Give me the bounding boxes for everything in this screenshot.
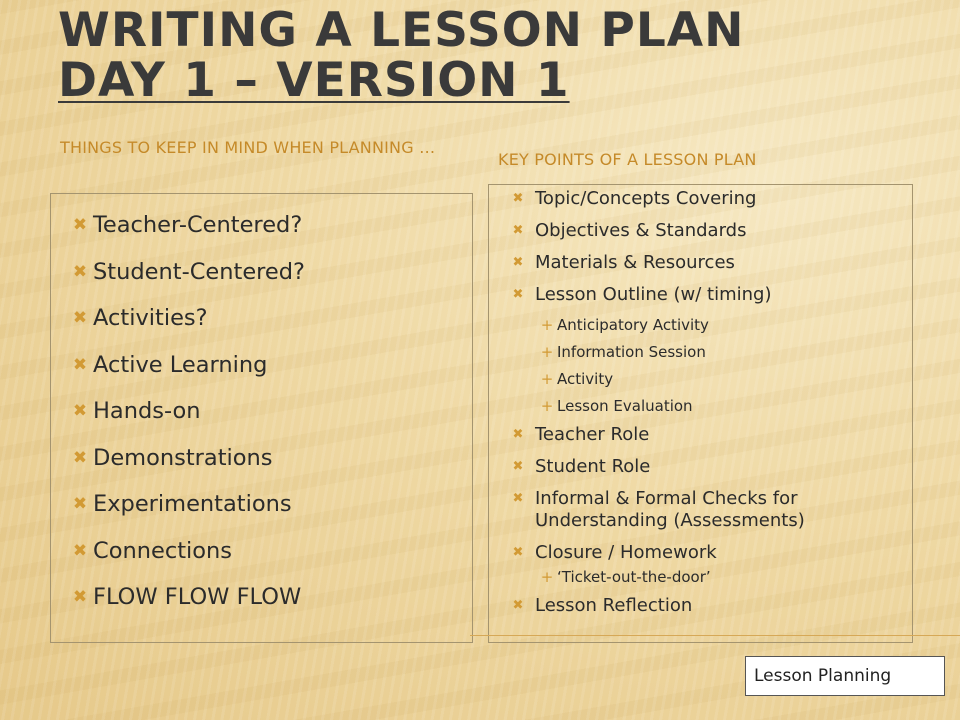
list-item: ✖ Teacher-Centered? — [67, 202, 472, 249]
plus-icon: + — [540, 568, 554, 586]
keep-in-mind-list — [67, 202, 472, 621]
right-column-heading: KEY POINTS OF A LESSON PLAN — [498, 150, 757, 169]
x-mark-icon: ✖ — [72, 354, 88, 375]
x-mark-icon: ✖ — [512, 491, 524, 506]
x-mark-icon: ✖ — [512, 287, 524, 302]
x-mark-icon: ✖ — [72, 447, 88, 468]
list-item: ✖ Lesson Reflection — [501, 595, 912, 617]
list-item: ✖ Experimentations — [67, 481, 472, 528]
list-item: ✖ Demonstrations — [67, 435, 472, 482]
title-line-1: WRITING A LESSON PLAN — [58, 3, 745, 58]
list-item: ✖ Connections — [67, 528, 472, 575]
list-item: ✖ Objectives & Standards — [501, 220, 912, 242]
list-item: ✖ Informal & Formal Checks for Understanding (Assessments) — [501, 488, 912, 532]
x-mark-icon: ✖ — [72, 215, 88, 235]
sub-list-item: + ‘Ticket-out-the-door’ — [537, 568, 912, 587]
x-mark-icon: ✖ — [512, 255, 524, 270]
x-mark-icon: ✖ — [72, 401, 88, 421]
left-column-heading: THINGS TO KEEP IN MIND WHEN PLANNING … — [60, 138, 436, 157]
plus-icon: + — [540, 370, 554, 388]
list-item: ✖ Topic/Concepts Covering — [501, 188, 912, 210]
x-mark-icon: ✖ — [512, 223, 524, 238]
sub-list-item: + Lesson Evaluation — [537, 397, 912, 416]
plus-icon: + — [540, 397, 554, 415]
sub-list-item: + Information Session — [537, 343, 912, 362]
slide-title — [58, 3, 938, 108]
sub-list-item: + Anticipatory Activity — [537, 316, 912, 335]
left-content-box — [50, 193, 473, 643]
x-mark-icon: ✖ — [72, 261, 88, 282]
list-item: ✖ Student-Centered? — [67, 249, 472, 296]
title-line-2: DAY 1 – VERSION 1 — [58, 53, 570, 108]
x-mark-icon: ✖ — [72, 540, 88, 561]
x-mark-icon: ✖ — [72, 494, 88, 514]
key-points-list — [501, 188, 912, 617]
list-item: ✖ Student Role — [501, 456, 912, 478]
x-mark-icon: ✖ — [72, 587, 88, 607]
x-mark-icon: ✖ — [512, 427, 524, 442]
x-mark-icon: ✖ — [512, 598, 524, 613]
x-mark-icon: ✖ — [512, 459, 524, 474]
list-item: ✖ Closure / Homework — [501, 542, 912, 564]
list-item: ✖ Active Learning — [67, 342, 472, 389]
x-mark-icon: ✖ — [512, 191, 524, 206]
sub-list-item: + Activity — [537, 370, 912, 389]
footer-divider — [470, 635, 960, 636]
list-item: ✖ Materials & Resources — [501, 252, 912, 274]
list-item: ✖ FLOW FLOW FLOW — [67, 574, 472, 621]
x-mark-icon: ✖ — [512, 545, 524, 560]
list-item: ✖ Hands-on — [67, 388, 472, 435]
right-content-box — [488, 184, 913, 643]
footer-label: Lesson Planning — [745, 656, 945, 696]
list-item: ✖ Lesson Outline (w/ timing) — [501, 284, 912, 306]
plus-icon: + — [540, 316, 554, 334]
plus-icon: + — [540, 343, 554, 361]
list-item: ✖ Teacher Role — [501, 424, 912, 446]
list-item: ✖ Activities? — [67, 295, 472, 342]
x-mark-icon: ✖ — [72, 308, 88, 328]
